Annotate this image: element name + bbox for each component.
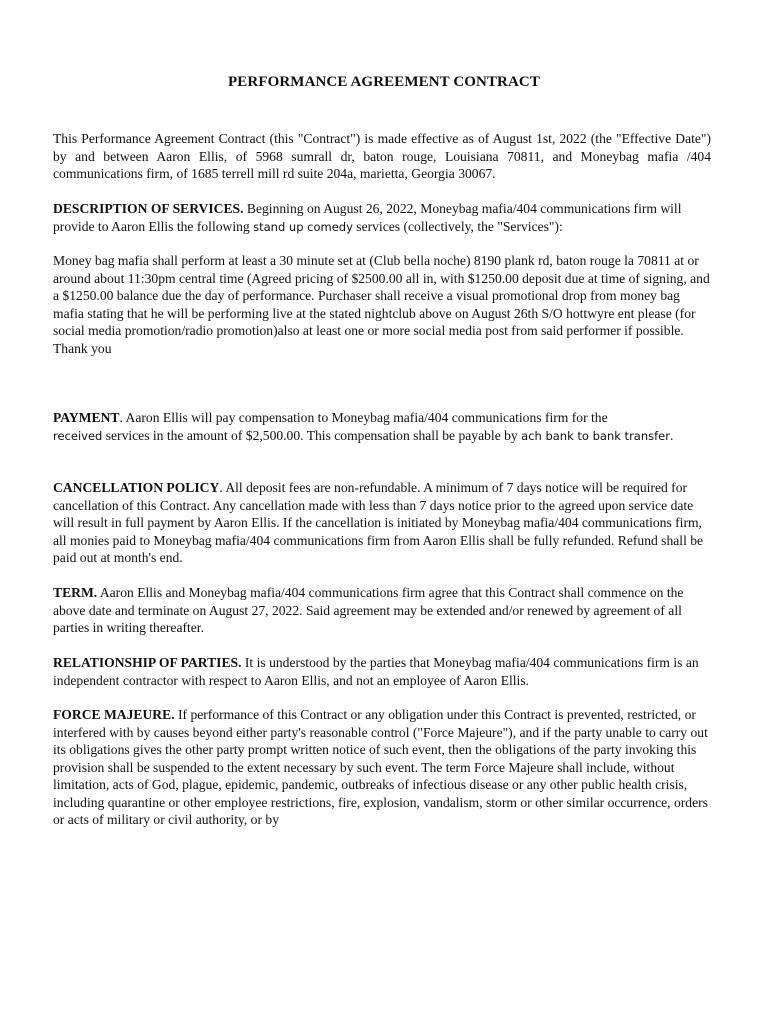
term-heading: TERM.	[53, 585, 98, 600]
cancellation-paragraph	[53, 479, 711, 567]
term-paragraph	[53, 584, 711, 637]
term-text: Aaron Ellis and Moneybag mafia/404 communications firm agree that this Contract shall commence on the above date and terminate on August 27, 2022. Said agreement may be extended and/or renewed by agreement of all parties in writing thereafter.	[53, 585, 684, 635]
services-paragraph	[53, 200, 711, 236]
services-detail-paragraph: Money bag mafia shall perform at least a 30 minute set at (Club bella noche) 8190 plank rd, baton rouge la 70811 at or around about 11:30pm central time (Agreed pricing of $2500.00 all in, with $1250.00 deposit due at time of signing, and a $1250.00 balance due the day of performance. Purchaser shall receive a visual promotional drop from money bag mafia stating that he will be performing live at the stated nightclub above on August 26th S/O hottwyre ent please (for social media promotion/radio promotion)also at least one or more social media post from said performer if possible. Thank you	[53, 253, 710, 356]
cancellation-text: . All deposit fees are non-refundable. A minimum of 7 days notice will be required for cancellation of this Contract. Any cancellation made with less than 7 days notice prior to the agreed upon service date will result in full payment by Aaron Ellis. If the cancellation is initiated by Moneybag mafia/404 communications firm, all monies paid to Moneybag mafia/404 communications firm from Aaron Ellis shall be fully refunded. Refund shall be paid out at month's end.	[53, 480, 704, 565]
services-text-before: Beginning on August 26, 2022, Moneybag mafia/404 communications firm will provide to Aaron Ellis the following	[53, 201, 682, 234]
services-text-after: services (collectively, the "Services"):	[352, 218, 563, 234]
force-majeure-heading: FORCE MAJEURE.	[53, 707, 175, 722]
force-majeure-paragraph	[53, 706, 711, 829]
intro-paragraph: This Performance Agreement Contract (this "Contract") is made effective as of August 1st, 2022 (the "Effective Date") by and between Aaron Ellis, of 5968 sumrall dr, baton rouge, Louisiana 70811, and Moneybag mafia /404 communications firm, of 1685 terrell mill rd suite 204a, marietta, Georgia 30067.	[53, 131, 711, 181]
payment-paragraph	[53, 409, 711, 445]
payment-text-1: . Aaron Ellis will pay compensation to Moneybag mafia/404 communications firm for the	[119, 410, 608, 425]
payment-alt-2: ach bank to bank transfer	[521, 428, 670, 443]
force-majeure-text: If performance of this Contract or any obligation under this Contract is prevented, restricted, or interfered with by causes beyond either party's reasonable control ("Force Majeure"), and if the party unable to carry out its obligations gives the other party prompt written notice of such event, then the obligations of the party invoking this provision shall be suspended to the extent necessary by such event. The term Force Majeure shall include, without limitation, acts of God, plague, epidemic, pandemic, outbreaks of infectious disease or any other public health crisis, including quarantine or other employee restrictions, fire, explosion, vandalism, storm or other similar occurrence, orders or acts of military or civil authority, or by	[53, 707, 708, 827]
document-title: PERFORMANCE AGREEMENT CONTRACT	[228, 74, 540, 90]
relationship-heading: RELATIONSHIP OF PARTIES.	[53, 655, 242, 670]
relationship-paragraph	[53, 654, 711, 689]
payment-alt-1: received	[53, 428, 103, 443]
services-highlight: stand up comedy	[253, 219, 353, 234]
services-heading: DESCRIPTION OF SERVICES.	[53, 201, 244, 216]
relationship-text: It is understood by the parties that Moneybag mafia/404 communications firm is an independent contractor with respect to Aaron Ellis, and not an employee of Aaron Ellis.	[53, 655, 699, 688]
payment-text-2: services in the amount of $2,500.00. This compensation shall be payable by	[102, 427, 522, 443]
payment-text-3: .	[669, 427, 674, 443]
cancellation-heading: CANCELLATION POLICY	[53, 480, 220, 495]
payment-heading: PAYMENT	[53, 410, 120, 425]
